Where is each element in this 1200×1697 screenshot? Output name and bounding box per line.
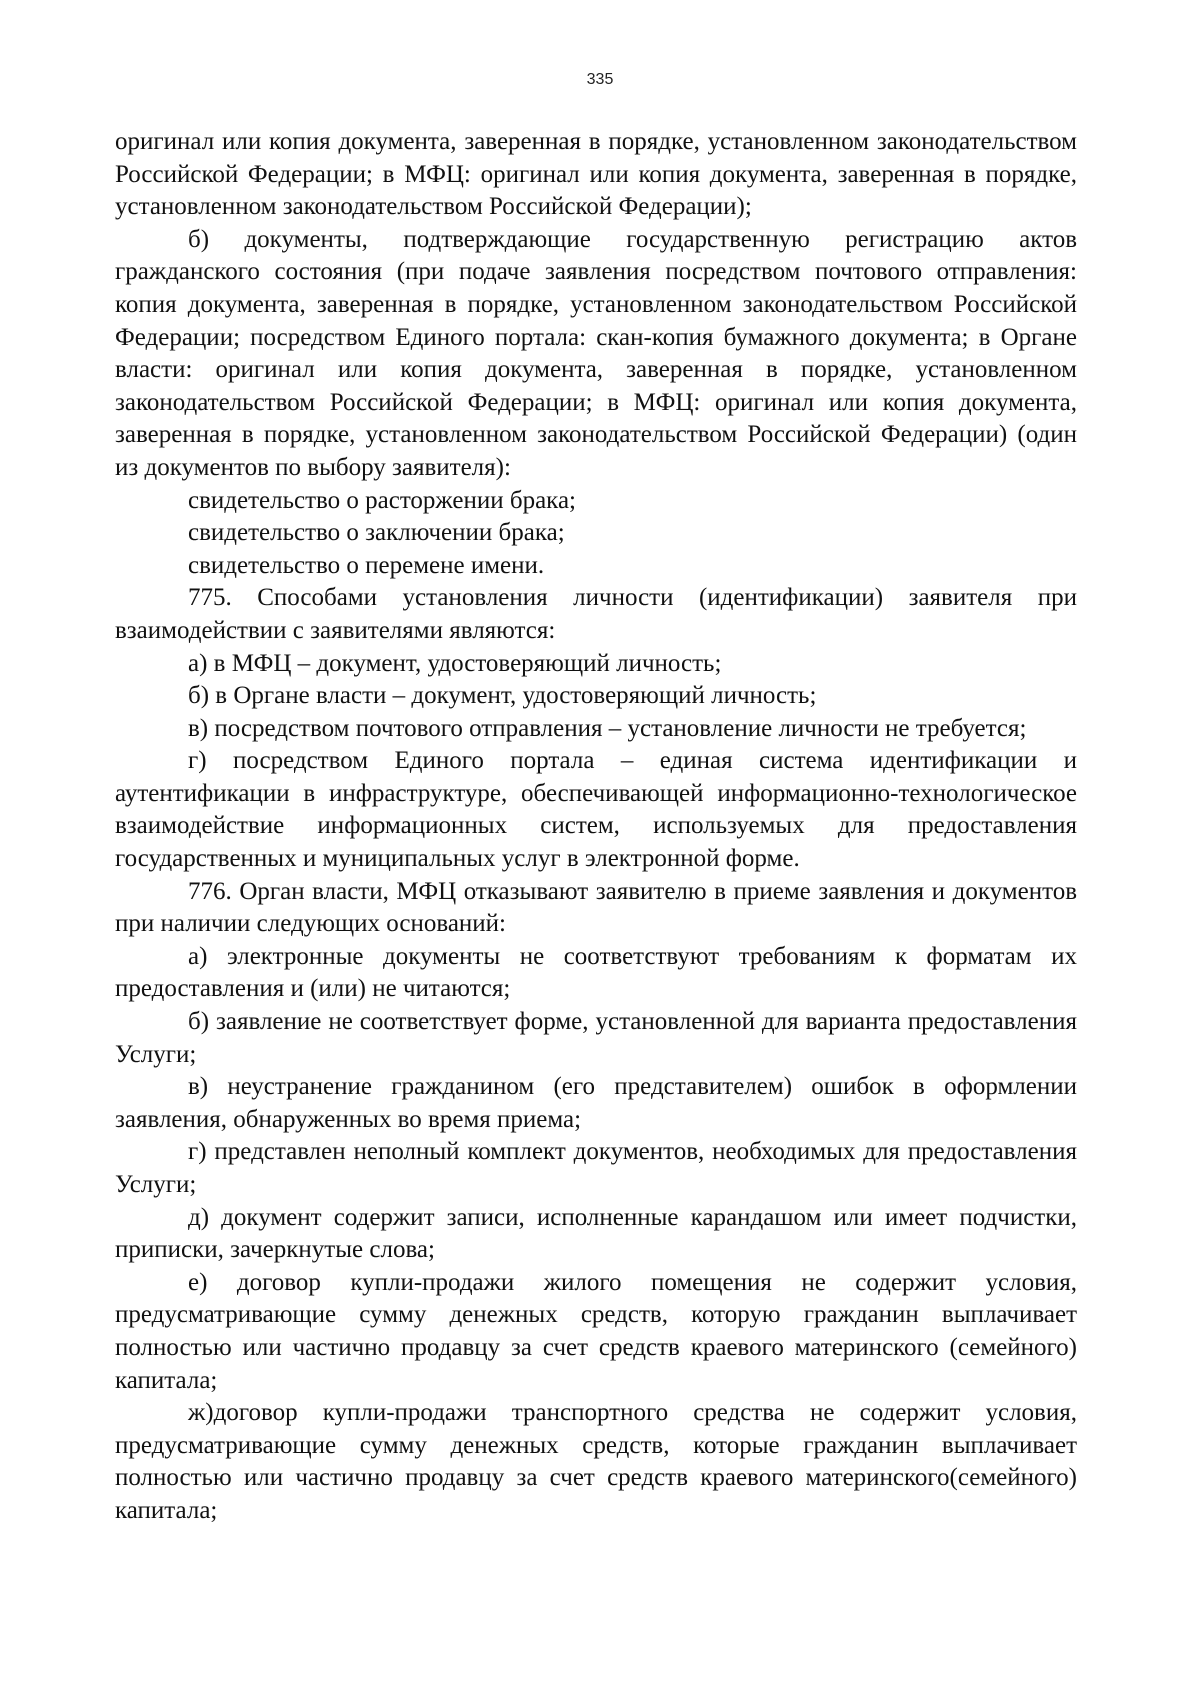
paragraph-775-item-b: б) в Органе власти – документ, удостоверяющий личность; xyxy=(188,682,817,710)
list-item-name-change-certificate: свидетельство о перемене имени. xyxy=(188,551,545,579)
paragraph-776-item-d: д) документ содержит записи, исполненные карандашом или имеет подчистки, приписки, зачеркнутые слова; xyxy=(115,1203,1077,1264)
paragraph-775-item-v: в) посредством почтового отправления – установление личности не требуется; xyxy=(188,714,1027,742)
paragraph-776-item-b: б) заявление не соответствует форме, установленной для варианта предоставления Услуги; xyxy=(115,1008,1077,1068)
page-number: 335 xyxy=(586,71,614,88)
list-item-divorce-certificate: свидетельство о расторжении брака; xyxy=(188,486,576,514)
paragraph-776-item-zh: ж)договор купли-продажи транспортного средства не содержит условия, предусматривающие сумму денежных средств, которые гражданин выплачивает полностью или частично продавцу за счет средств краевого материнского(семейного) капитала; xyxy=(115,1399,1077,1524)
paragraph-776-item-a: а) электронные документы не соответствуют требованиям к форматам их предоставления и (или) не читаются; xyxy=(115,942,1077,1003)
paragraph-775-item-a: а) в МФЦ – документ, удостоверяющий личность; xyxy=(188,649,722,677)
document-body xyxy=(115,126,1077,1528)
paragraph-item-b-documents: б) документы, подтверждающие государственную регистрацию актов гражданского состояния (при подаче заявления посредством почтового отправления: копия документа, заверенная в порядке, установленном законодательством Российской Федерации; посредством Единого портала: скан-копия бумажного документа; в Органе власти: оригинал или копия документа, заверенная в порядке, установленном законодательством Российской Федерации; в МФЦ: оригинал или копия документа, заверенная в порядке, установленном законодательством Российской Федерации) (один из документов по выбору заявителя): xyxy=(115,225,1077,481)
paragraph-775: 775. Способами установления личности (идентификации) заявителя при взаимодействии с заявителями являются: xyxy=(115,584,1077,644)
paragraph-776: 776. Орган власти, МФЦ отказывают заявителю в приеме заявления и документов при наличии следующих оснований: xyxy=(115,877,1077,938)
list-item-marriage-certificate: свидетельство о заключении брака; xyxy=(188,519,565,547)
paragraph-775-item-g: г) посредством Единого портала – единая система идентификации и аутентификации в инфраструктуре, обеспечивающей информационно-технологическое взаимодействие информационных систем, используемых для предоставления государственных и муниципальных услуг в электронной форме. xyxy=(115,747,1077,873)
paragraph-continuation: оригинал или копия документа, заверенная в порядке, установленном законодательством Российской Федерации; в МФЦ: оригинал или копия документа, заверенная в порядке, установленном законодательством Российской Федерации); xyxy=(115,128,1077,221)
paragraph-776-item-e: е) договор купли-продажи жилого помещения не содержит условия, предусматривающие сумму денежных средств, которую гражданин выплачивает полностью или частично продавцу за счет средств краевого материнского (семейного) капитала; xyxy=(115,1268,1077,1394)
paragraph-776-item-g: г) представлен неполный комплект документов, необходимых для предоставления Услуги; xyxy=(115,1138,1077,1198)
paragraph-776-item-v: в) неустранение гражданином (его представителем) ошибок в оформлении заявления, обнаруженных во время приема; xyxy=(115,1073,1077,1133)
